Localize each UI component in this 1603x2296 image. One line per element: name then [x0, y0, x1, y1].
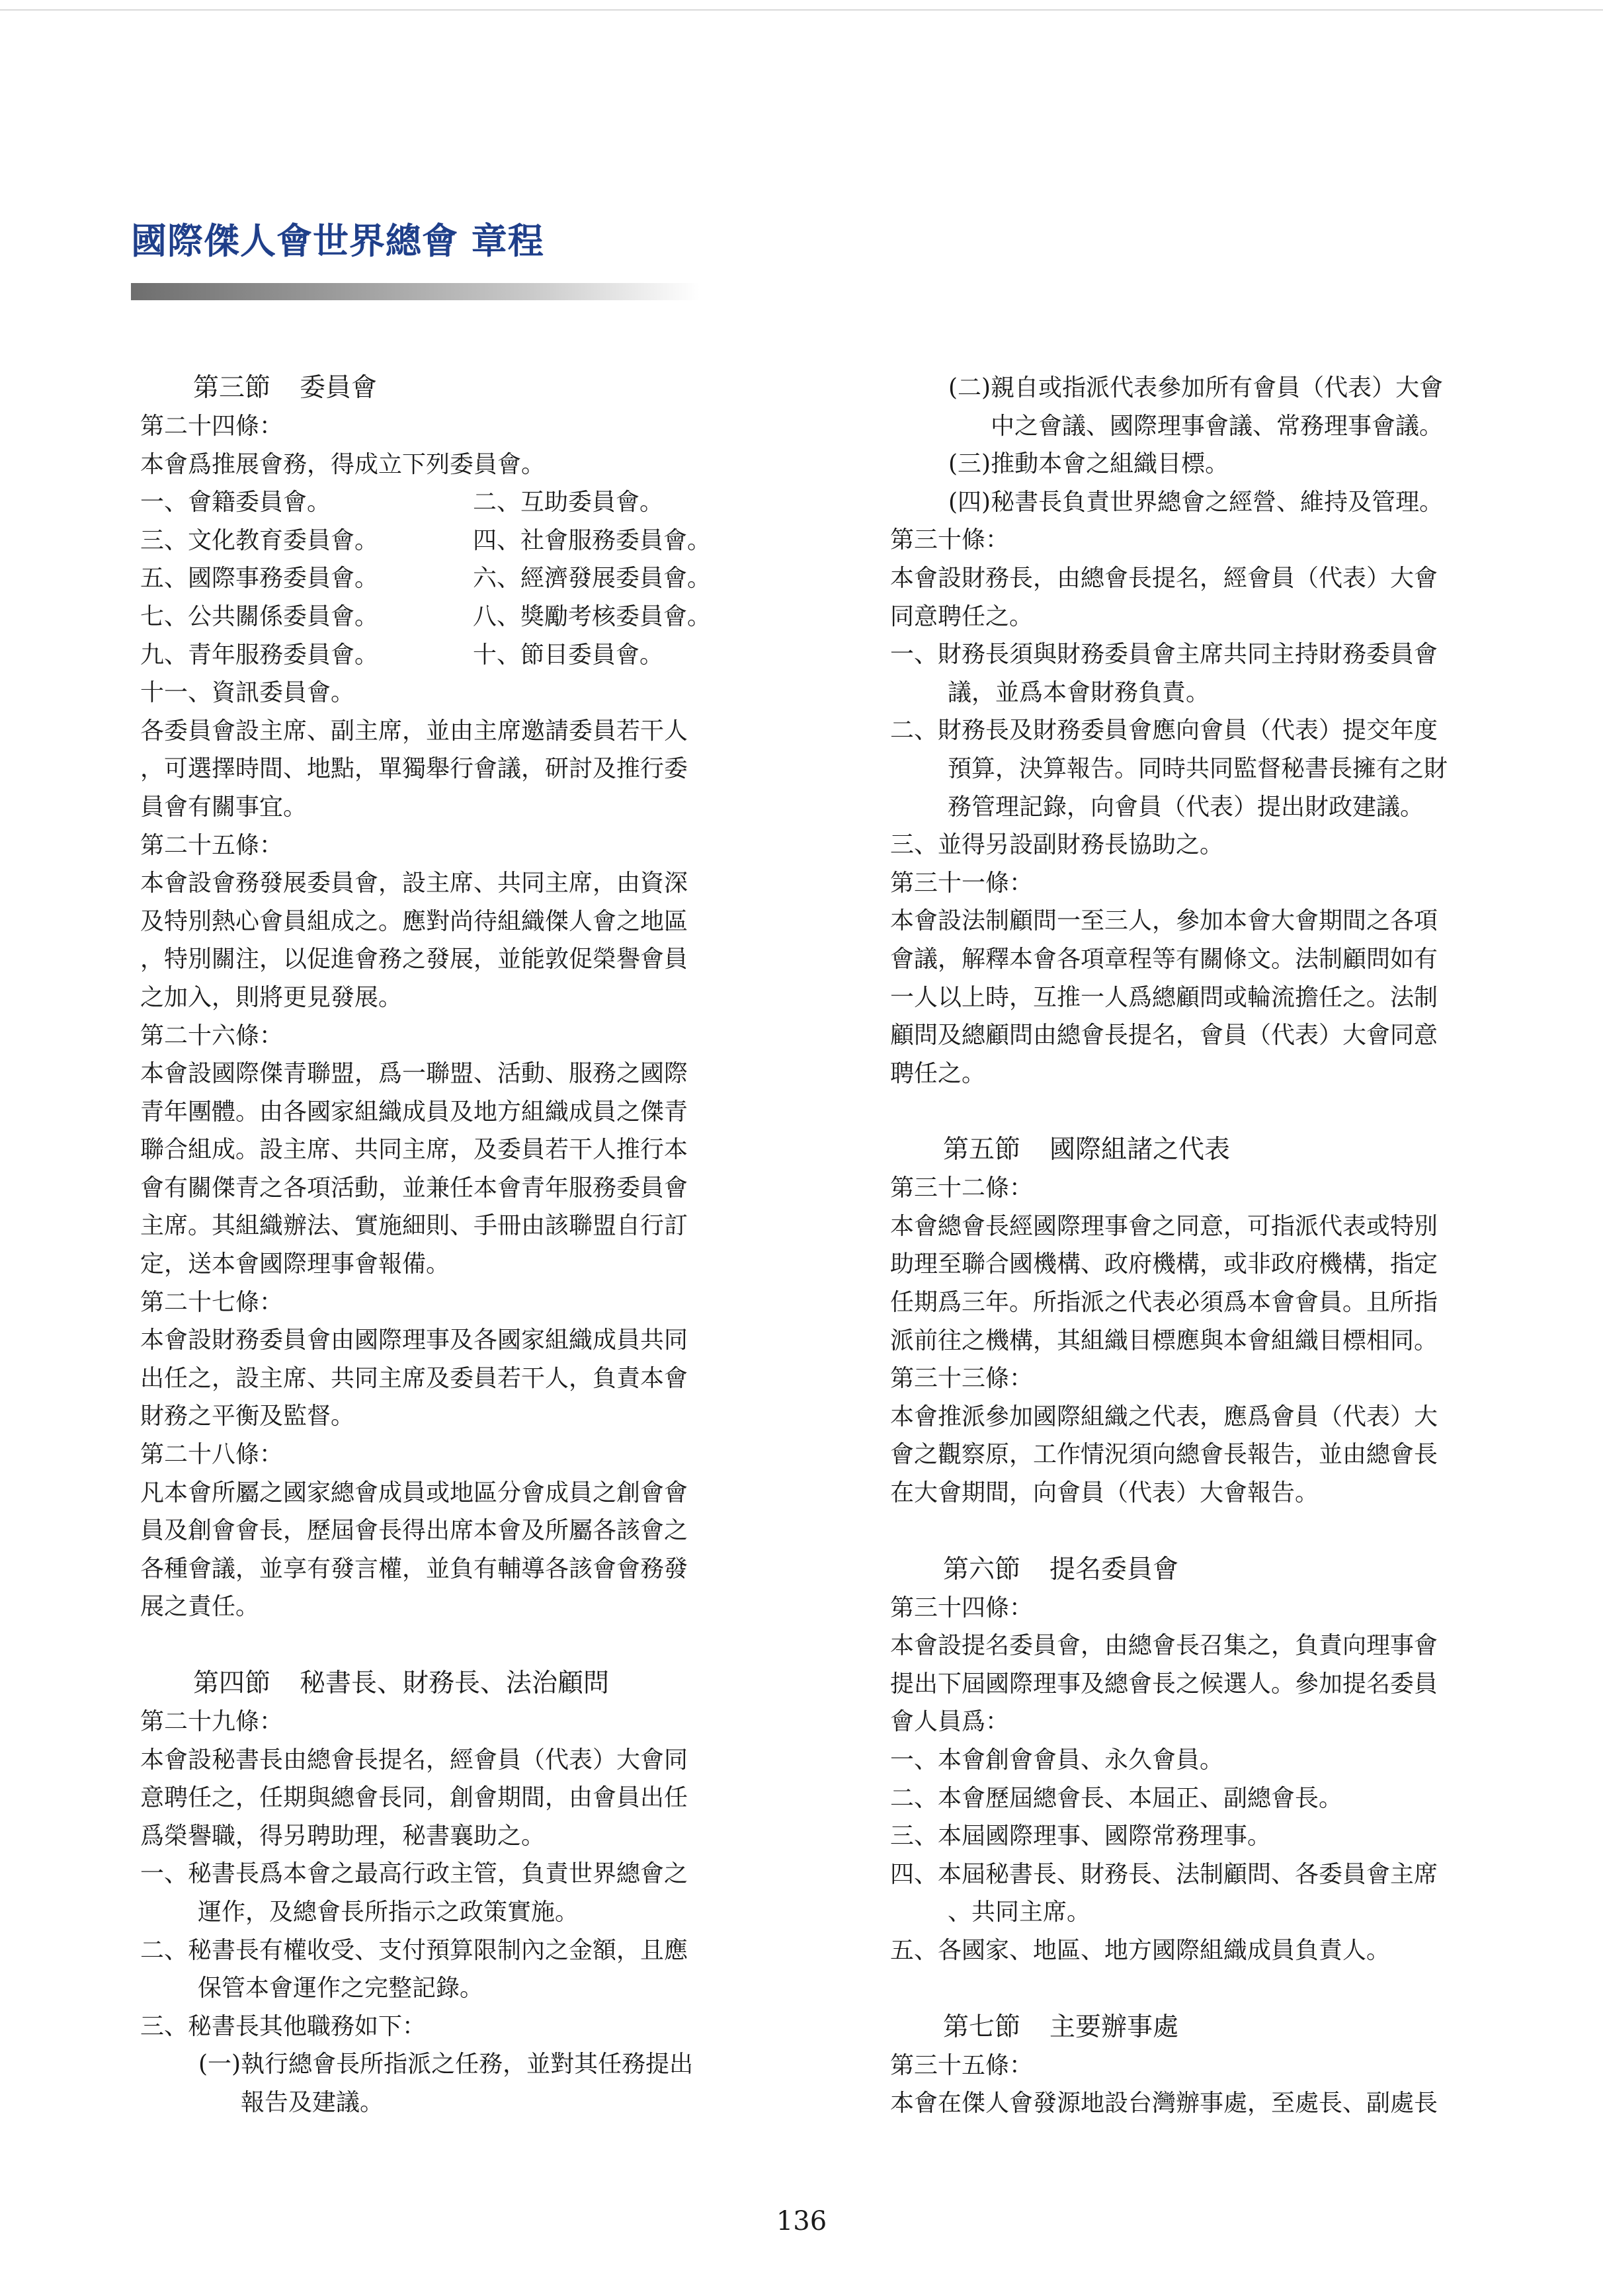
text-line: 會人員爲： [890, 1708, 1010, 1736]
text-line: 意聘任之，任期與總會長同，創會期間，由會員出任 [140, 1784, 688, 1812]
text-line: 保管本會運作之完整記錄。 [198, 1975, 484, 2002]
text-line: 十一、資訊委員會。 [140, 679, 355, 707]
page-number: 136 [776, 2206, 827, 2236]
text-line: 本會設法制顧問一至三人，參加本會大會期間之各項 [890, 907, 1438, 935]
text-line: 中之會議、國際理事會議、常務理事會議。 [991, 412, 1444, 440]
text-line: 三、並得另設副財務長協助之。 [890, 831, 1224, 859]
text-line: 會有關傑青之各項活動，並兼任本會青年服務委員會 [140, 1174, 688, 1202]
text-line: 任期爲三年。所指派之代表必須爲本會會員。且所指 [890, 1289, 1438, 1317]
text-line: 、共同主席。 [948, 1899, 1091, 1926]
text-line: 第二十八條： [140, 1441, 284, 1469]
section-name: 秘書長、財務長、法治顧問 [300, 1668, 610, 1698]
text-line: 助理至聯合國機構、政府機構，或非政府機構，指定 [890, 1250, 1438, 1278]
section-heading [890, 2008, 1538, 2047]
left-column [140, 369, 788, 2122]
section-name: 提名委員會 [1049, 1554, 1179, 1584]
text-line: ，特別關注，以促進會務之發展，並能敦促榮譽會員 [140, 946, 688, 973]
text-line: 一人以上時，互推一人爲總顧問或輪流擔任之。法制 [890, 983, 1438, 1011]
text-line: 聯合組成。設主席、共同主席，及委員若干人推行本 [140, 1136, 688, 1164]
text-line: 本會設國際傑青聯盟，爲一聯盟、活動、服務之國際 [140, 1060, 688, 1088]
text-line: 會之觀察原，工作情況須向總會長報告，並由總會長 [890, 1441, 1438, 1469]
text-line: 第三十一條： [890, 869, 1034, 897]
text-line: 第二十四條： [140, 413, 284, 440]
section-gap [890, 1092, 1538, 1131]
text-line: 一、財務長須與財務委員會主席共同主持財務委員會 [890, 641, 1438, 669]
text-line: 各委員會設主席、副主席，並由主席邀請委員若干人 [140, 717, 688, 745]
text-line: 爲榮譽職，得另聘助理，秘書襄助之。 [140, 1822, 546, 1850]
text-line: 務管理記錄，向會員（代表）提出財政建議。 [948, 793, 1424, 821]
text-line: 提出下屆國際理事及總會長之候選人。參加提名委員 [890, 1670, 1438, 1698]
section-number: 第六節 [943, 1554, 1021, 1584]
committee-item: 八、獎勵考核委員會。 [473, 602, 712, 630]
text-line: 第二十九條： [140, 1708, 284, 1735]
text-line: 在大會期間，向會員（代表）大會報告。 [890, 1479, 1319, 1507]
title-underline-bar [131, 283, 700, 300]
text-line: 派前往之機構，其組織目標應與本會組織目標相同。 [890, 1327, 1438, 1354]
committee-pair [140, 598, 788, 636]
text-line: ，可選擇時間、地點，單獨舉行會議，研討及推行委 [140, 755, 688, 783]
text-line: 會議，解釋本會各項章程等有關條文。法制顧問如有 [890, 945, 1438, 973]
text-line: 財務之平衡及監督。 [140, 1403, 355, 1430]
text-line: (一)執行總會長所指派之任務，並對其任務提出 [198, 2051, 694, 2078]
text-line: 主席。其組織辦法、實施細則、手冊由該聯盟自行訂 [140, 1212, 688, 1240]
text-line: 四、本屆秘書長、財務長、法制顧問、各委員會主席 [890, 1860, 1438, 1888]
text-line: 顧問及總顧問由總會長提名，會員（代表）大會同意 [890, 1022, 1438, 1049]
committee-pair [140, 483, 788, 522]
text-line: 本會推派參加國際組織之代表，應爲會員（代表）大 [890, 1403, 1438, 1430]
text-line: 本會設提名委員會，由總會長召集之，負責向理事會 [890, 1632, 1438, 1660]
right-column [890, 369, 1538, 2123]
committee-item: 三、文化教育委員會。 [140, 526, 379, 554]
text-line: 青年團體。由各國家組織成員及地方組織成員之傑青 [140, 1098, 688, 1126]
text-line: 及特別熱心會員組成之。應對尚待組織傑人會之地區 [140, 907, 688, 935]
text-line: 員及創會會長，歷屆會長得出席本會及所屬各該會之 [140, 1517, 688, 1545]
text-line: 第二十七條： [140, 1288, 284, 1316]
text-line: 一、本會創會會員、永久會員。 [890, 1746, 1224, 1774]
text-line: 出任之，設主席、共同主席及委員若干人，負責本會 [140, 1364, 688, 1392]
text-line: 本會設秘書長由總會長提名，經會員（代表）大會同 [140, 1746, 688, 1774]
text-line: 二、財務長及財務委員會應向會員（代表）提交年度 [890, 717, 1438, 745]
text-line: 各種會議，並享有發言權，並負有輔導各該會會務發 [140, 1555, 688, 1582]
text-line: 同意聘任之。 [890, 602, 1034, 630]
text-line: 定，送本會國際理事會報備。 [140, 1250, 450, 1278]
text-line: 本會總會長經國際理事會之同意，可指派代表或特別 [890, 1212, 1438, 1240]
section-gap [140, 1626, 788, 1664]
text-line: (二)親自或指派代表參加所有會員（代表）大會 [948, 374, 1444, 401]
section-gap [890, 1512, 1538, 1551]
section-heading [140, 1664, 788, 1703]
committee-item: 二、互助委員會。 [473, 489, 664, 516]
committee-item: 七、公共關係委員會。 [140, 602, 379, 630]
committee-pair [140, 559, 788, 598]
text-line: 二、秘書長有權收受、支付預算限制內之金額，且應 [140, 1936, 688, 1964]
text-line: 本會設會務發展委員會，設主席、共同主席，由資深 [140, 870, 688, 897]
text-line: 聘任之。 [890, 1059, 986, 1087]
text-line: 預算，決算報告。同時共同監督秘書長擁有之財 [948, 755, 1448, 782]
text-line: 第二十五條： [140, 831, 284, 859]
text-line: 三、本屆國際理事、國際常務理事。 [890, 1823, 1272, 1850]
section-name: 國際組諸之代表 [1049, 1135, 1231, 1165]
section-heading [140, 369, 788, 407]
text-line: 二、本會歷屆總會長、本屆正、副總會長。 [890, 1784, 1343, 1812]
text-line: 展之責任。 [140, 1593, 260, 1621]
text-line: (四)秘書長負責世界總會之經營、維持及管理。 [948, 488, 1444, 516]
text-line: 第三十三條： [890, 1365, 1034, 1393]
committee-item: 一、會籍委員會。 [140, 489, 331, 516]
text-line: 運作，及總會長所指示之政策實施。 [198, 1898, 579, 1926]
committee-pair [140, 522, 788, 560]
text-line: 本會在傑人會發源地設台灣辦事處，至處長、副處長 [890, 2090, 1438, 2117]
section-number: 第五節 [943, 1135, 1021, 1165]
page-title: 國際傑人會世界總會 章程 [131, 220, 544, 262]
text-line: 議，並爲本會財務負責。 [948, 678, 1210, 706]
text-line: 第三十二條： [890, 1174, 1034, 1202]
committee-item: 五、國際事務委員會。 [140, 565, 379, 593]
section-heading [890, 1551, 1538, 1589]
text-line: 本會爲推展會務，得成立下列委員會。 [140, 450, 546, 478]
text-line: 第二十六條： [140, 1022, 284, 1049]
text-line: 第三十五條： [890, 2051, 1034, 2079]
text-line: 之加入，則將更見發展。 [140, 983, 403, 1011]
committee-item: 十、節目委員會。 [473, 641, 664, 669]
text-line: 第三十條： [890, 526, 1010, 554]
text-line: 一、秘書長爲本會之最高行政主管，負責世界總會之 [140, 1860, 688, 1888]
section-gap [890, 1970, 1538, 2008]
committee-item: 九、青年服務委員會。 [140, 641, 379, 669]
text-line: 本會設財務委員會由國際理事及各國家組織成員共同 [140, 1327, 688, 1354]
section-name: 主要辦事處 [1049, 2012, 1179, 2042]
text-line: (三)推動本會之組織目標。 [948, 450, 1229, 478]
text-line: 員會有關事宜。 [140, 793, 308, 821]
text-line: 五、各國家、地區、地方國際組織成員負責人。 [890, 1936, 1391, 1964]
text-line: 凡本會所屬之國家總會成員或地區分會成員之創會會 [140, 1479, 688, 1506]
section-heading [890, 1131, 1538, 1169]
section-name: 委員會 [300, 373, 378, 403]
committee-pair [140, 636, 788, 675]
committee-item: 四、社會服務委員會。 [473, 526, 712, 554]
section-number: 第四節 [193, 1668, 271, 1698]
scan-top-edge [0, 9, 1603, 11]
committee-item: 六、經濟發展委員會。 [473, 565, 712, 593]
section-number: 第三節 [193, 373, 271, 403]
text-line: 本會設財務長，由總會長提名，經會員（代表）大會 [890, 564, 1438, 592]
section-number: 第七節 [943, 2012, 1021, 2042]
text-line: 報告及建議。 [241, 2088, 384, 2116]
text-line: 第三十四條： [890, 1594, 1034, 1621]
text-line: 三、秘書長其他職務如下： [140, 2012, 427, 2040]
